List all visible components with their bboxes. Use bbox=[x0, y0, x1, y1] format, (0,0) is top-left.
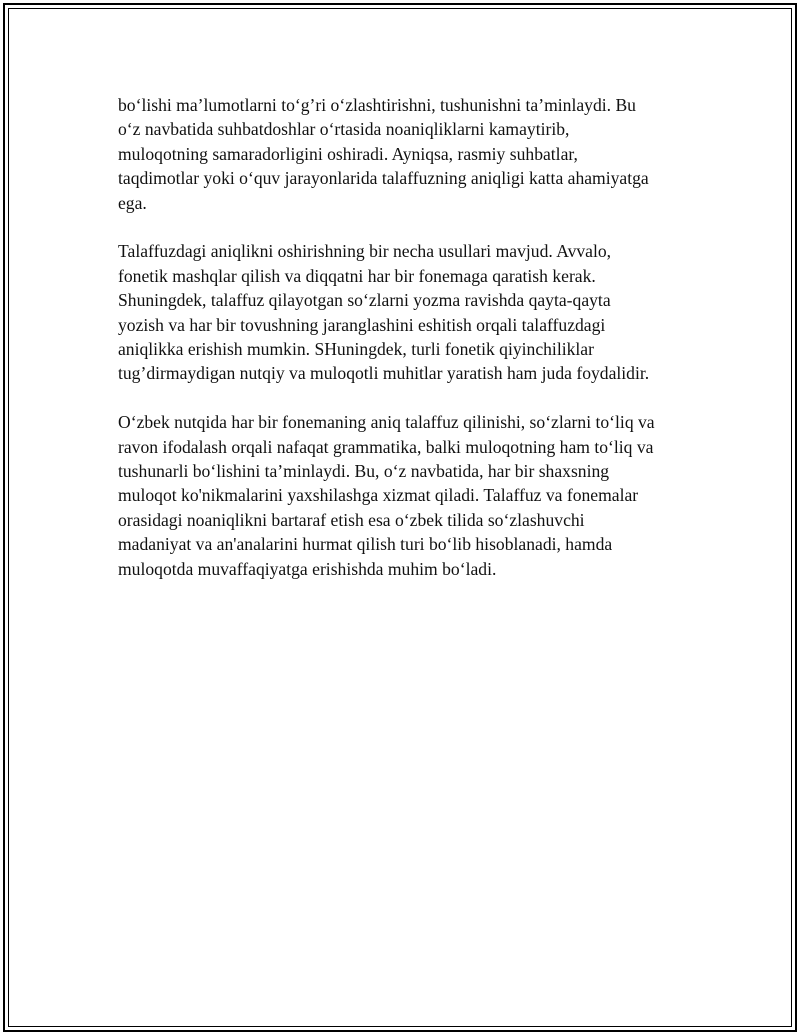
paragraph-3: O‘zbek nutqida har bir fonemaning aniq talaffuz qilinishi, so‘zlarni to‘liq va ravon ifodalash orqali nafaqat grammatika, balki muloqotning ham to‘liq va tushunarli bo‘lishini ta’minlaydi. Bu, o‘z navbatida, har bir shaxsning muloqot ko'nikmalarini yaxshilashga xizmat qiladi. Talaffuz va fonemalar orasidagi noaniqlikni bartaraf etish esa o‘zbek tilida so‘zlashuvchi madaniyat va an'analarini hurmat qilish turi bo‘lib hisoblanadi, hamda muloqotda muvaffaqiyatga erishishda muhim bo‘ladi. bbox=[118, 412, 655, 579]
paragraph-1: bo‘lishi ma’lumotlarni to‘g’ri o‘zlashtirishni, tushunishni ta’minlaydi. Bu o‘z navbatida suhbatdoshlar o‘rtasida noaniqliklarni kamaytirib, muloqotning samaradorligini oshiradi. Ayniqsa, rasmiy suhbatlar, taqdimotlar yoki o‘quv jarayonlarida talaffuzning aniqligi katta ahamiyatga ega. bbox=[118, 95, 649, 213]
document-body bbox=[118, 93, 694, 605]
paragraph-2: Talaffuzdagi aniqlikni oshirishning bir necha usullari mavjud. Avvalo, fonetik mashqlar qilish va diqqatni har bir fonemaga qaratish kerak. Shuningdek, talaffuz qilayotgan so‘zlarni yozma ravishda qayta-qayta yozish va har bir tovushning jaranglashini eshitish orqali talaffuzdagi aniqlikka erishish mumkin. SHuningdek, turli fonetik qiyinchiliklar tug’dirmaydigan nutqiy va muloqotli muhitlar yaratish ham juda foydalidir. bbox=[118, 241, 650, 384]
